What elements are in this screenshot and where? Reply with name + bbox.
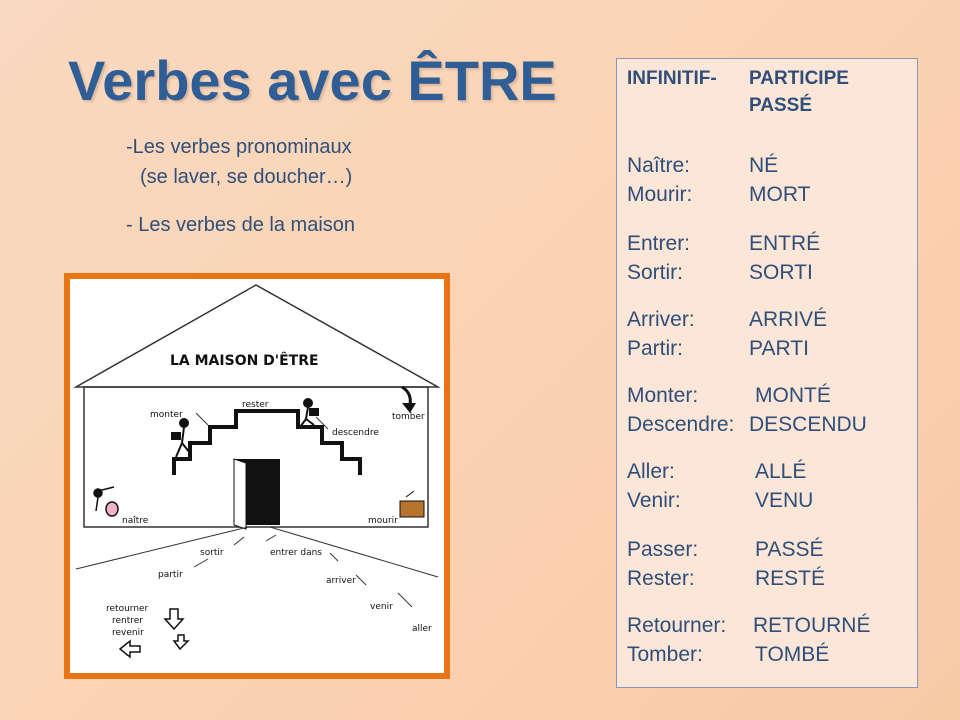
house-heading: LA MAISON D'ÊTRE	[170, 353, 319, 369]
coffin-icon	[400, 491, 424, 517]
verb-table	[616, 58, 918, 688]
bullet-pronominal: -Les verbes pronominaux	[126, 136, 352, 158]
table-row	[627, 229, 821, 258]
label-retourner: retourner	[106, 604, 149, 614]
participle-cell: MONTÉ	[755, 384, 831, 407]
table-row	[627, 611, 871, 640]
descending-figure-icon	[300, 399, 318, 427]
participle-cell: ALLÉ	[755, 460, 807, 483]
slide-title: Verbes avec ÊTRE	[68, 49, 557, 112]
table-row	[627, 305, 828, 334]
infinitive-cell: Tomber:	[627, 643, 703, 666]
infinitive-cell: Mourir:	[627, 183, 693, 206]
participle-cell: ENTRÉ	[749, 232, 821, 255]
infinitive-cell: Sortir:	[627, 261, 684, 284]
table-row	[627, 151, 779, 180]
infinitive-cell: Retourner:	[627, 614, 727, 637]
header-passe: PASSÉ	[749, 95, 813, 116]
participle-cell: RESTÉ	[755, 567, 826, 590]
label-revenir: revenir	[112, 628, 144, 638]
infinitive-cell: Entrer:	[627, 232, 691, 255]
label-aller: aller	[412, 624, 432, 634]
table-row	[627, 258, 813, 287]
label-partir: partir	[158, 570, 183, 580]
infinitive-cell: Monter:	[627, 384, 699, 407]
participle-cell: ARRIVÉ	[749, 308, 828, 331]
stork-icon	[94, 487, 118, 516]
table-row	[627, 535, 824, 564]
label-tomber: tomber	[392, 412, 425, 422]
table-row	[627, 486, 814, 515]
participle-cell: MORT	[749, 183, 811, 206]
table-row	[627, 457, 807, 486]
participle-cell: RETOURNÉ	[753, 614, 871, 637]
bullet-house-verbs: - Les verbes de la maison	[126, 214, 356, 236]
table-row	[627, 640, 830, 669]
infinitive-cell: Arriver:	[627, 308, 695, 331]
table-row	[627, 564, 826, 593]
label-mourir: mourir	[368, 516, 398, 526]
infinitive-cell: Passer:	[627, 538, 699, 561]
participle-cell: SORTI	[749, 261, 813, 284]
table-row	[627, 410, 867, 439]
infinitive-cell: Naître:	[627, 154, 691, 177]
participle-cell: TOMBÉ	[755, 643, 830, 666]
header-infinitif: INFINITIF-	[627, 68, 717, 89]
infinitive-cell: Rester:	[627, 567, 695, 590]
label-rester: rester	[242, 400, 269, 410]
climbing-figure-icon	[172, 419, 190, 457]
label-descendre: descendre	[332, 428, 379, 438]
table-row	[627, 381, 831, 410]
participle-cell: DESCENDU	[749, 413, 867, 436]
house-diagram	[64, 273, 450, 679]
participle-cell: NÉ	[749, 154, 779, 177]
house-drawing	[70, 279, 444, 673]
infinitive-cell: Descendre:	[627, 413, 735, 436]
participle-cell: VENU	[755, 489, 814, 512]
bullet-pronominal-examples: (se laver, se doucher…)	[140, 166, 353, 188]
bullet-list	[126, 132, 355, 240]
label-naitre: naître	[122, 516, 149, 526]
label-monter: monter	[150, 410, 183, 420]
label-sortir: sortir	[200, 548, 224, 558]
infinitive-cell: Venir:	[627, 489, 681, 512]
table-row	[627, 180, 811, 209]
header-participe: PARTICIPE	[749, 68, 849, 89]
infinitive-cell: Aller:	[627, 460, 675, 483]
table-row	[627, 334, 809, 363]
down-arrow-icon	[402, 387, 416, 413]
label-venir: venir	[370, 602, 393, 612]
participle-cell: PASSÉ	[755, 538, 824, 561]
label-entrer: entrer dans	[270, 548, 322, 558]
infinitive-cell: Partir:	[627, 337, 684, 360]
table-header	[627, 65, 849, 116]
label-arriver: arriver	[326, 576, 356, 586]
label-rentrer: rentrer	[112, 616, 144, 626]
participle-cell: PARTI	[749, 337, 809, 360]
